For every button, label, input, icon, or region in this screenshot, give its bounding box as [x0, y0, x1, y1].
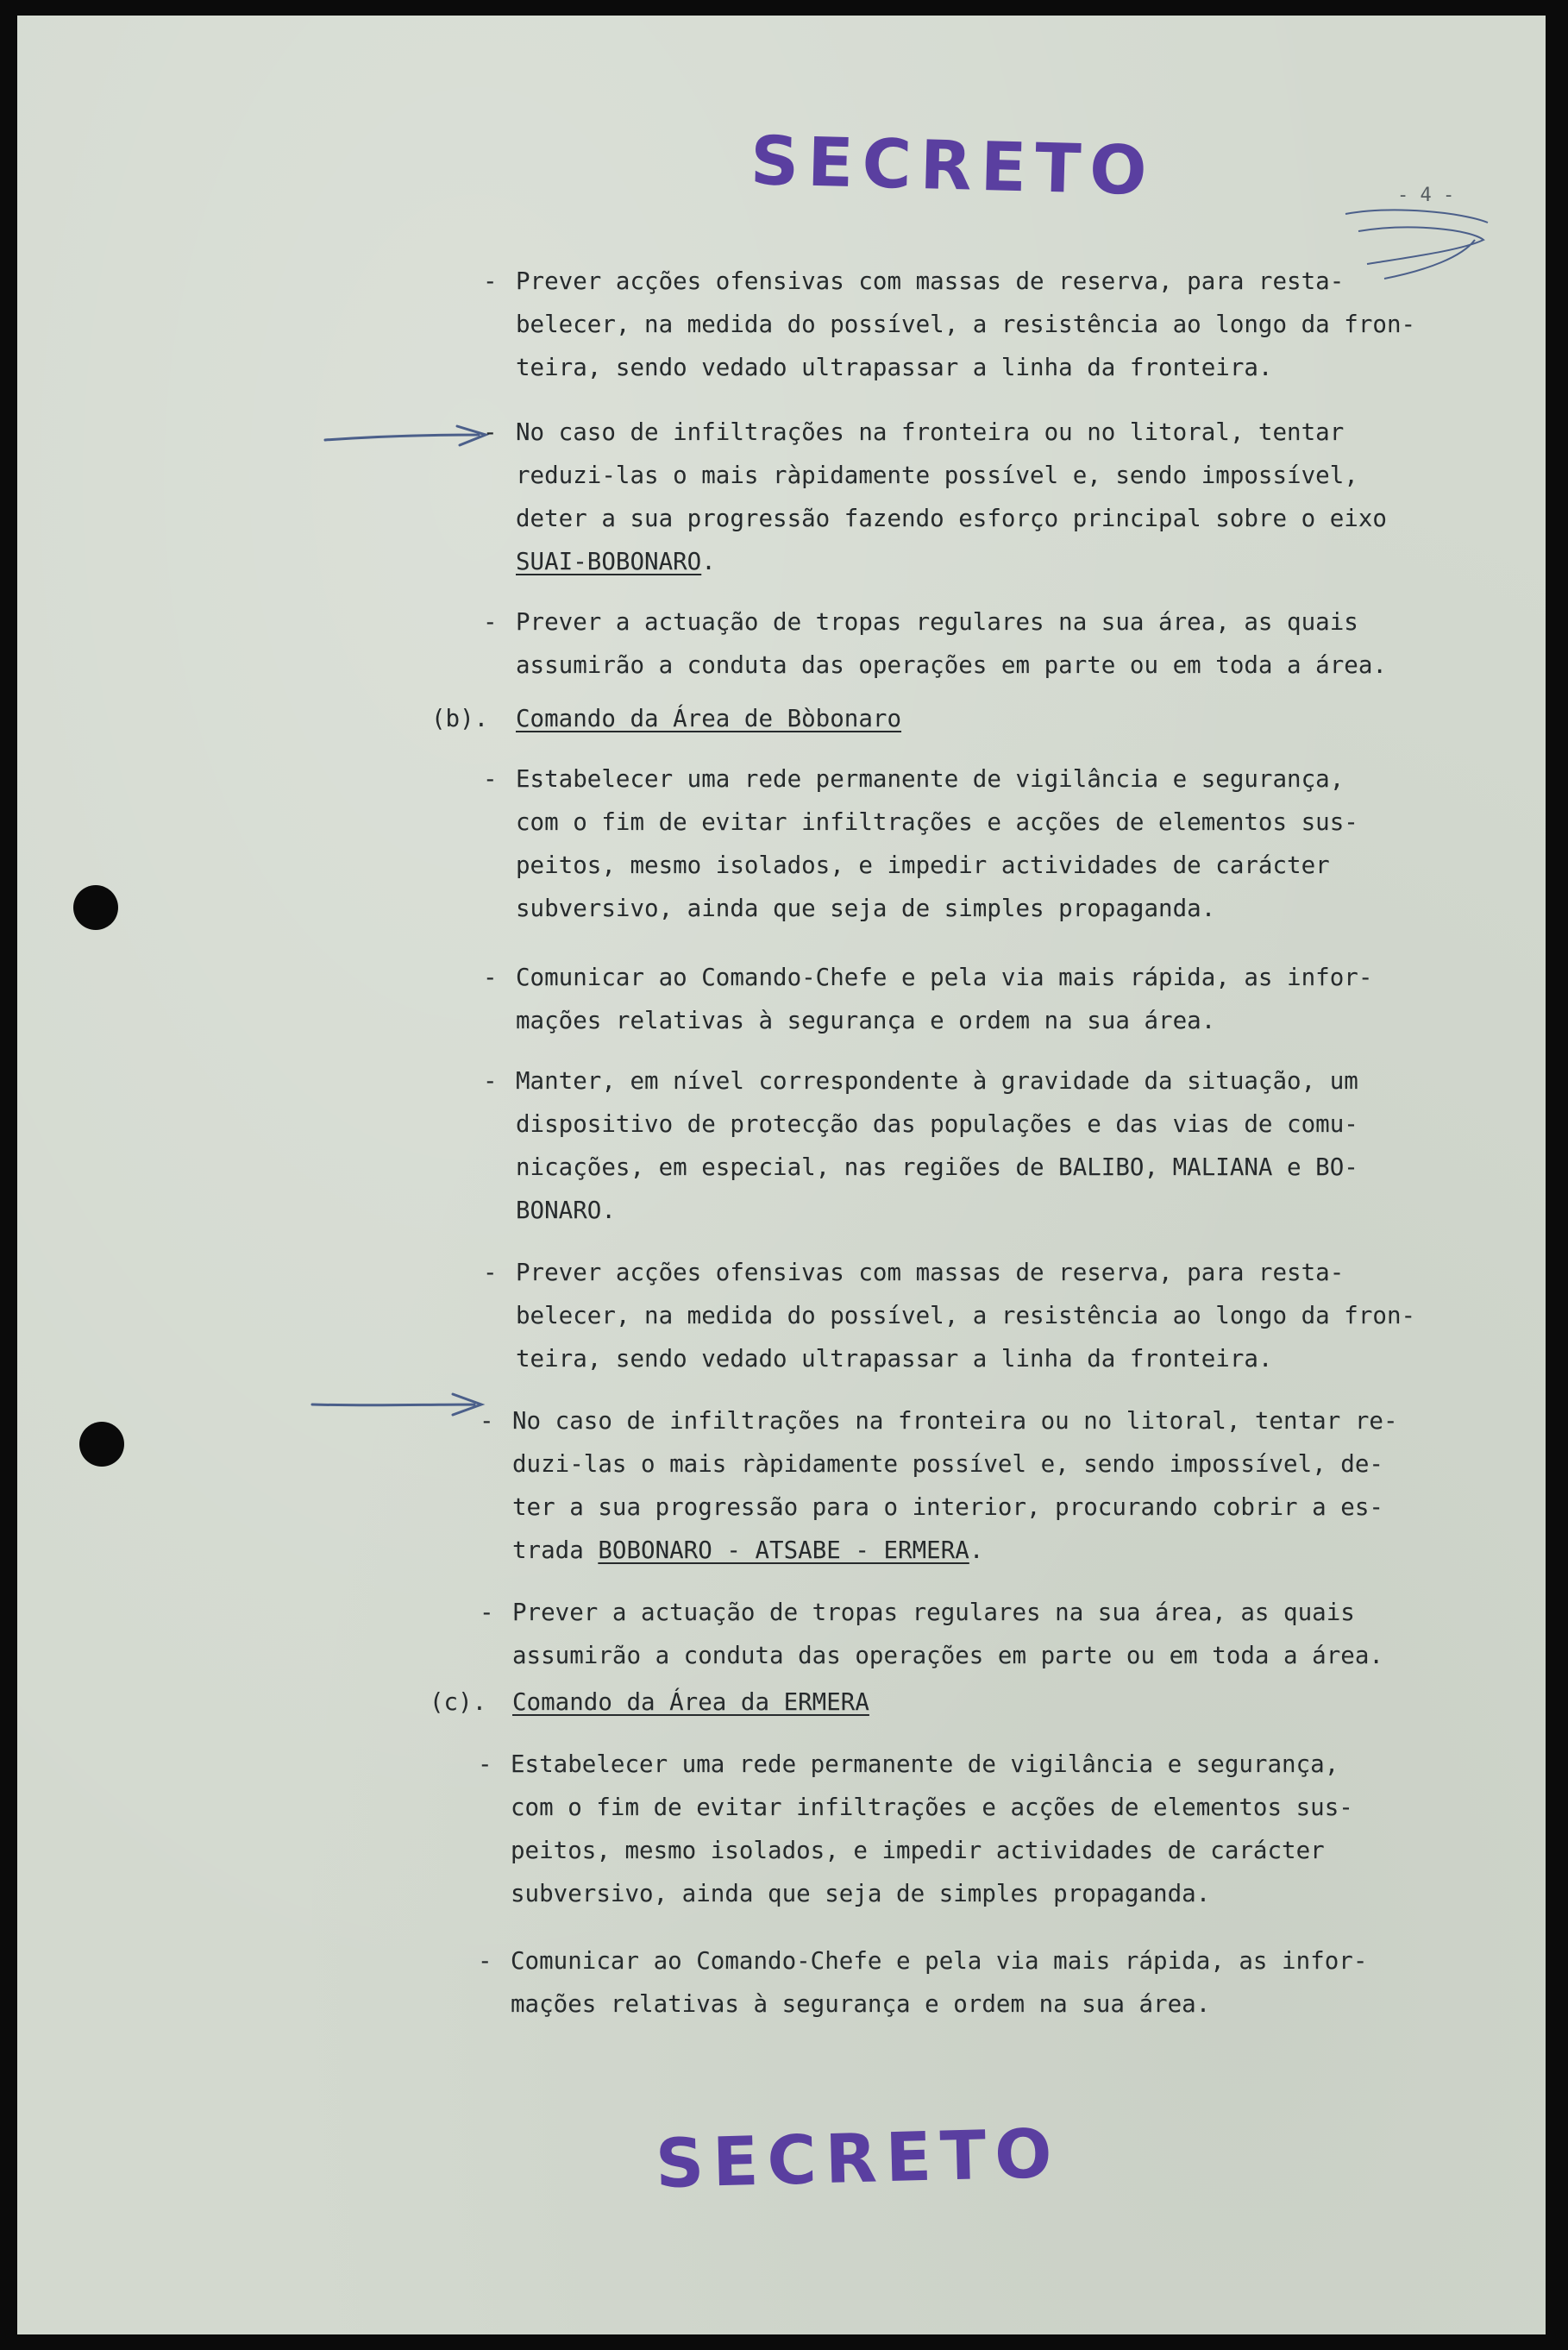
underlined-route: BOBONARO - ATSABE - ERMERA [598, 1536, 969, 1564]
paragraph-line: Estabelecer uma rede permanente de vigilância e segurança, [511, 1750, 1339, 1778]
paragraph-line: peitos, mesmo isolados, e impedir actividades de carácter [516, 851, 1330, 879]
bullet-dash: - [483, 608, 498, 636]
line-prefix: trada [512, 1536, 599, 1564]
paragraph-line: teira, sendo vedado ultrapassar a linha da fronteira. [516, 354, 1273, 381]
paragraph-line [512, 1529, 983, 1572]
section-title: Comando da Área da ERMERA [512, 1688, 869, 1716]
bullet-dash: - [483, 964, 498, 991]
line-suffix: . [701, 548, 716, 575]
pencil-scribble-icon [1333, 197, 1505, 300]
paragraph-line: Comunicar ao Comando-Chefe e pela via mais rápida, as infor- [516, 964, 1373, 991]
pencil-arrow-icon [310, 1387, 492, 1422]
secret-stamp-bottom: SECRETO [654, 2114, 1062, 2204]
paragraph-line: mações relativas à segurança e ordem na sua área. [516, 1007, 1216, 1034]
pencil-arrow-icon [323, 421, 496, 456]
paragraph-line: ter a sua progressão para o interior, procurando cobrir a es- [512, 1493, 1383, 1521]
underlined-route: SUAI-BOBONARO [516, 548, 702, 575]
paragraph-line: Prever a actuação de tropas regulares na sua área, as quais [512, 1599, 1355, 1626]
paragraph-line: Prever a actuação de tropas regulares na sua área, as quais [516, 608, 1358, 636]
paragraph-line: reduzi-las o mais ràpidamente possível e, sendo impossível, [516, 462, 1358, 489]
paragraph-line: No caso de infiltrações na fronteira ou no litoral, tentar [516, 418, 1345, 446]
bullet-dash: - [483, 418, 498, 446]
punch-hole-top [73, 885, 118, 930]
paragraph-line: mações relativas à segurança e ordem na sua área. [511, 1990, 1211, 2018]
section-title: Comando da Área de Bòbonaro [516, 705, 902, 732]
bullet-dash: - [483, 1067, 498, 1095]
paragraph-line: belecer, na medida do possível, a resistência ao longo da fron- [516, 311, 1416, 338]
paragraph-line: belecer, na medida do possível, a resistência ao longo da fron- [516, 1302, 1416, 1329]
paragraph-line: deter a sua progressão fazendo esforço principal sobre o eixo [516, 505, 1387, 532]
paragraph-line: com o fim de evitar infiltrações e acções de elementos sus- [511, 1794, 1353, 1821]
bullet-dash: - [478, 1947, 492, 1975]
paragraph-line [516, 540, 716, 583]
section-label: (c). [430, 1688, 487, 1716]
paragraph-line: BONARO. [516, 1197, 616, 1224]
paragraph-line: com o fim de evitar infiltrações e acções de elementos sus- [516, 808, 1358, 836]
paragraph-line: No caso de infiltrações na fronteira ou no litoral, tentar re- [512, 1407, 1398, 1435]
paragraph-line: duzi-las o mais ràpidamente possível e, sendo impossível, de- [512, 1450, 1383, 1478]
paragraph-line: Estabelecer uma rede permanente de vigilância e segurança, [516, 765, 1345, 793]
bullet-dash: - [483, 267, 498, 295]
paragraph-line: Prever acções ofensivas com massas de reserva, para resta- [516, 1259, 1345, 1286]
section-label: (b). [431, 705, 489, 732]
paragraph-line: assumirão a conduta das operações em parte ou em toda a área. [516, 651, 1387, 679]
paragraph-line: peitos, mesmo isolados, e impedir actividades de carácter [511, 1837, 1325, 1864]
page-number: - 4 - [1397, 185, 1455, 206]
bullet-dash: - [483, 765, 498, 793]
bullet-dash: - [483, 1259, 498, 1286]
paragraph-line: Prever acções ofensivas com massas de reserva, para resta- [516, 267, 1345, 295]
paper-sheet [17, 16, 1546, 2334]
bullet-dash: - [480, 1599, 494, 1626]
paragraph-line: teira, sendo vedado ultrapassar a linha da fronteira. [516, 1345, 1273, 1373]
bullet-dash: - [478, 1750, 492, 1778]
paragraph-line: subversivo, ainda que seja de simples propaganda. [516, 895, 1216, 922]
secret-stamp-top: SECRETO [749, 122, 1157, 211]
line-suffix: . [969, 1536, 984, 1564]
paragraph-line: nicações, em especial, nas regiões de BALIBO, MALIANA e BO- [516, 1153, 1358, 1181]
paragraph-line: dispositivo de protecção das populações e das vias de comu- [516, 1110, 1358, 1138]
paragraph-line: assumirão a conduta das operações em parte ou em toda a área. [512, 1642, 1383, 1669]
paragraph-line: Manter, em nível correspondente à gravidade da situação, um [516, 1067, 1358, 1095]
bullet-dash: - [480, 1407, 494, 1435]
punch-hole-bottom [79, 1422, 124, 1467]
paragraph-line: subversivo, ainda que seja de simples propaganda. [511, 1880, 1211, 1907]
paragraph-line: Comunicar ao Comando-Chefe e pela via mais rápida, as infor- [511, 1947, 1368, 1975]
